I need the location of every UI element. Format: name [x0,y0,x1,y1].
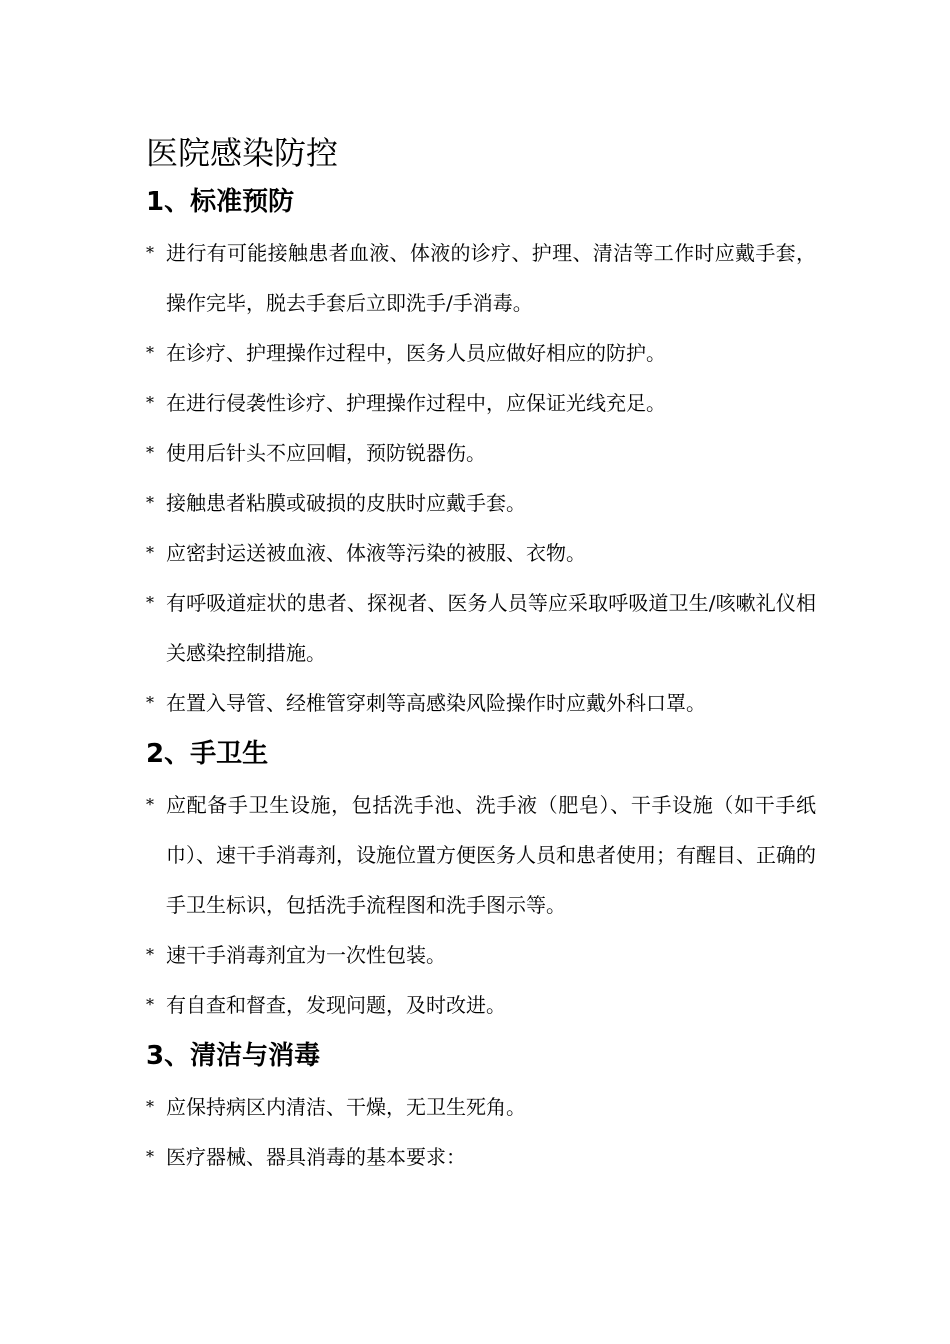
bullet-marker: * [146,1147,154,1166]
bullet-list [146,228,816,728]
section-heading: 1、标准预防 [146,187,295,217]
document-page [146,130,816,1182]
list-item [146,1082,816,1132]
list-item-text: 应配备手卫生设施，包括洗手池、洗手液（肥皂）、干手设施（如干手纸巾）、速干手消毒剂，设施位置方便医务人员和患者使用；有醒目、正确的手卫生标识，包括洗手流程图和洗手图示等。 [166,793,816,917]
list-item [146,578,816,678]
bullet-marker: * [146,795,154,814]
bullet-marker: * [146,1097,154,1116]
list-item-text: 在置入导管、经椎管穿刺等高感染风险操作时应戴外科口罩。 [166,691,706,715]
bullet-marker: * [146,593,154,612]
section-heading: 3、清洁与消毒 [146,1041,321,1071]
bullet-marker: * [146,343,154,362]
bullet-marker: * [146,493,154,512]
document-title: 医院感染防控 [146,134,339,172]
list-item-text: 应密封运送被血液、体液等污染的被服、衣物。 [166,541,586,565]
bullet-marker: * [146,243,154,262]
list-item-text: 有自查和督查，发现问题，及时改进。 [166,993,506,1017]
list-item [146,780,816,930]
list-item-text: 速干手消毒剂宜为一次性包装。 [166,943,446,967]
list-item-text: 进行有可能接触患者血液、体液的诊疗、护理、清洁等工作时应戴手套，操作完毕，脱去手套后立即洗手/手消毒。 [166,241,816,315]
section-hand-hygiene [146,734,816,1030]
section-cleaning-disinfection [146,1036,816,1182]
bullet-marker: * [146,693,154,712]
list-item [146,678,816,728]
bullet-marker: * [146,393,154,412]
list-item [146,528,816,578]
list-item [146,228,816,328]
bullet-list [146,1082,816,1182]
list-item-text: 在诊疗、护理操作过程中，医务人员应做好相应的防护。 [166,341,666,365]
list-item-text: 使用后针头不应回帽，预防锐器伤。 [166,441,486,465]
list-item-text: 有呼吸道症状的患者、探视者、医务人员等应采取呼吸道卫生/咳嗽礼仪相关感染控制措施。 [166,591,816,665]
list-item-text: 应保持病区内清洁、干燥，无卫生死角。 [166,1095,526,1119]
bullet-marker: * [146,945,154,964]
list-item [146,1132,816,1182]
list-item-text: 医疗器械、器具消毒的基本要求： [166,1145,466,1169]
list-item-text: 接触患者粘膜或破损的皮肤时应戴手套。 [166,491,526,515]
section-standard-precautions [146,182,816,728]
list-item [146,428,816,478]
list-item [146,478,816,528]
list-item [146,378,816,428]
bullet-marker: * [146,443,154,462]
list-item-text: 在进行侵袭性诊疗、护理操作过程中，应保证光线充足。 [166,391,666,415]
list-item [146,930,816,980]
bullet-marker: * [146,995,154,1014]
list-item [146,328,816,378]
section-heading: 2、手卫生 [146,739,269,769]
list-item [146,980,816,1030]
bullet-list [146,780,816,1030]
bullet-marker: * [146,543,154,562]
